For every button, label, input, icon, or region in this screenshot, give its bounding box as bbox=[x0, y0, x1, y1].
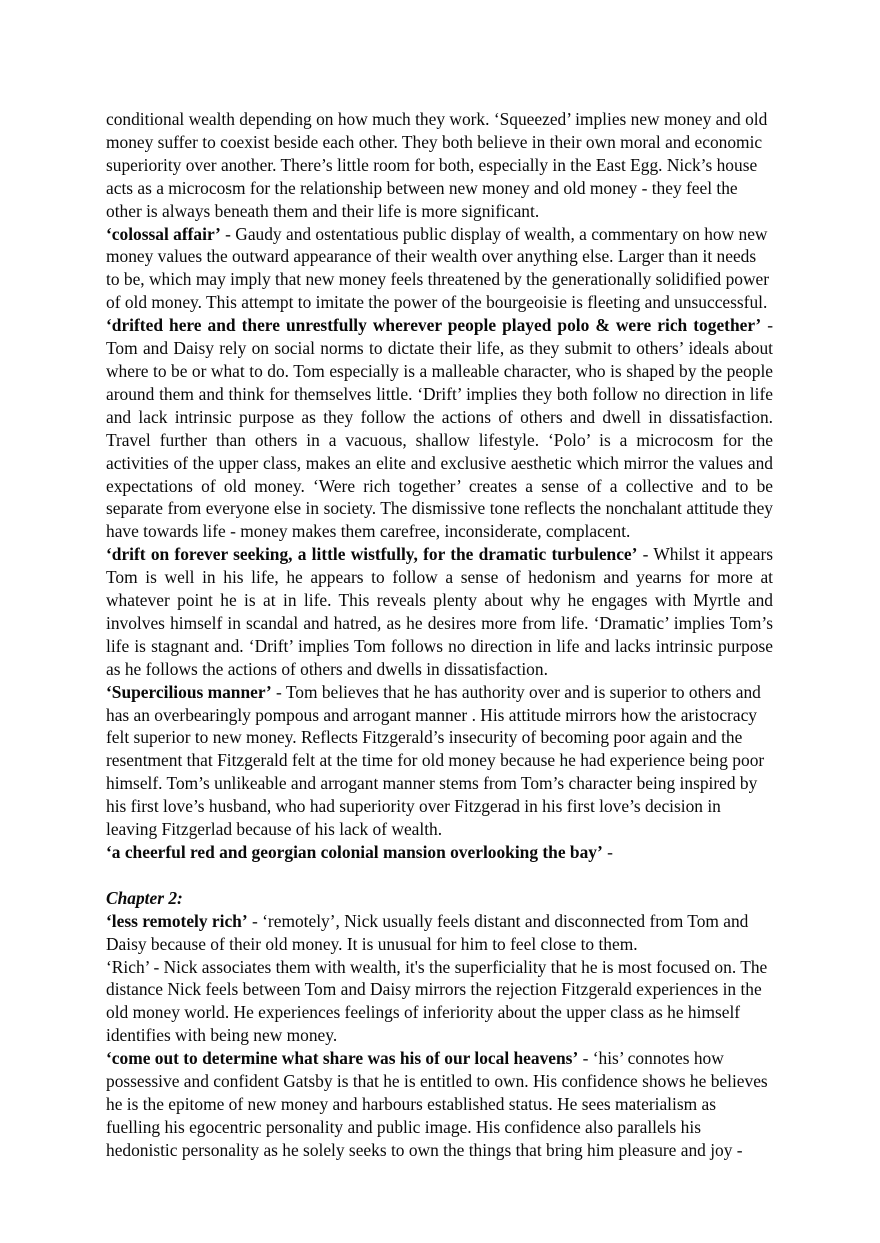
paragraph-body-text: conditional wealth depending on how much they work. ‘Squeezed’ implies new money and old money suffer to coexist beside each other. They both believe in their own moral and economic superiority over another. There’s little room for both, especially in the East Egg. Nick’s house acts as a microcosm for the relationship between new money and old money - they feel the other is always beneath them and their life is more significant. bbox=[106, 109, 768, 221]
blank-line-spacer bbox=[106, 864, 773, 887]
heading-chapter-2 bbox=[106, 887, 773, 910]
paragraph-conditional-wealth bbox=[106, 108, 773, 223]
quotation-lead: ‘drift on forever seeking, a little wistfully, for the dramatic turbulence’ bbox=[106, 544, 638, 565]
quotation-lead: ‘colossal affair’ bbox=[106, 223, 221, 244]
paragraph-colossal-affair bbox=[106, 223, 773, 315]
paragraph-body-text: - Tom and Daisy rely on social norms to dictate their life, as they submit to others’ ideals about where to be or what to do. Tom especially is a malleable character, who is shaped by the people around them and think for themselves little. ‘Drift’ implies they both follow no direction in life and lack intrinsic purpose as they follow the actions of others and dwell in dissatisfaction. Travel further than others in a vacuous, shallow lifestyle. ‘Polo’ is a microcosm for the activities of the upper class, makes an elite and exclusive aesthetic which mirror the values and expectations of old money. ‘Were rich together’ creates a sense of a collective and to be separate from everyone else in society. The dismissive tone reflects the nonchalant attitude they have towards life - money makes them carefree, inconsiderate, complacent. bbox=[106, 315, 773, 542]
quotation-lead: ‘drifted here and there unrestfully wherever people played polo & were rich together’ bbox=[106, 315, 762, 336]
quotation-lead: ‘come out to determine what share was his of our local heavens’ bbox=[106, 1048, 579, 1069]
paragraph-rich bbox=[106, 956, 773, 1048]
quotation-lead: ‘Supercilious manner’ bbox=[106, 681, 272, 702]
paragraph-body-text: - bbox=[602, 842, 613, 862]
paragraph-body-text: - Gaudy and ostentatious public display of wealth, a commentary on how new money values the outward appearance of their wealth over anything else. Larger than it needs to be, which may imply that new money feels threatened by the generationally solidified power of old money. This attempt to imitate the power of the bourgeoisie is fleeting and unsuccessful. bbox=[106, 223, 770, 313]
document-text-column bbox=[106, 108, 773, 1162]
paragraph-come-out-to-determine bbox=[106, 1047, 773, 1162]
paragraph-less-remotely-rich bbox=[106, 910, 773, 956]
paragraph-supercilious-manner bbox=[106, 681, 773, 841]
paragraph-body-text: - Tom believes that he has authority over and is superior to others and has an overbearingly pompous and arrogant manner . His attitude mirrors how the aristocracy felt superior to new money. Reflects Fitzgerald’s insecurity of becoming poor again and the resentment that Fitzgerald felt at the time for old money because he had experience being poor himself. Tom’s unlikeable and arrogant manner stems from Tom’s character being inspired by his first love’s husband, who had superiority over Fitzgerad in his first love’s decision in leaving Fitzgerlad because of his lack of wealth. bbox=[106, 681, 765, 840]
paragraph-body-text: - ‘remotely’, Nick usually feels distant and disconnected from Tom and Daisy because of their old money. It is unusual for him to feel close to them. bbox=[106, 910, 749, 954]
paragraph-body-text: ‘Rich’ - Nick associates them with wealth, it's the superficiality that he is most focused on. The distance Nick feels between Tom and Daisy mirrors the rejection Fitzgerald experiences in the old money world. He experiences feelings of inferiority about the upper class as he himself identifies with being new money. bbox=[106, 956, 768, 1046]
quotation-lead: ‘a cheerful red and georgian colonial mansion overlooking the bay’ bbox=[106, 842, 603, 862]
paragraph-cheerful-red-mansion bbox=[106, 841, 773, 864]
paragraph-body-text: - ‘his’ connotes how possessive and confident Gatsby is that he is entitled to own. His confidence shows he believes he is the epitome of new money and harbours established status. He sees materialism as fuelling his egocentric personality and public image. His confidence also parallels his hedonistic personality as he solely seeks to own the things that bring him pleasure and joy - bbox=[106, 1048, 768, 1160]
paragraph-body-text: - Whilst it appears Tom is well in his life, he appears to follow a sense of hedonism and yearns for more at whatever point he is at in life. This reveals plenty about why he engages with Myrtle and involves himself in scandal and hatred, as he desires more from life. ‘Dramatic’ implies Tom’s life is stagnant and. ‘Drift’ implies Tom follows no direction in life and lacks intrinsic purpose as he follows the actions of others and dwells in dissatisfaction. bbox=[106, 544, 773, 679]
paragraph-drifted-here-and-there bbox=[106, 314, 773, 543]
quotation-lead: ‘less remotely rich’ bbox=[106, 910, 248, 931]
chapter-heading-label: Chapter 2: bbox=[106, 887, 183, 908]
paragraph-drift-on-forever-seeking bbox=[106, 543, 773, 680]
